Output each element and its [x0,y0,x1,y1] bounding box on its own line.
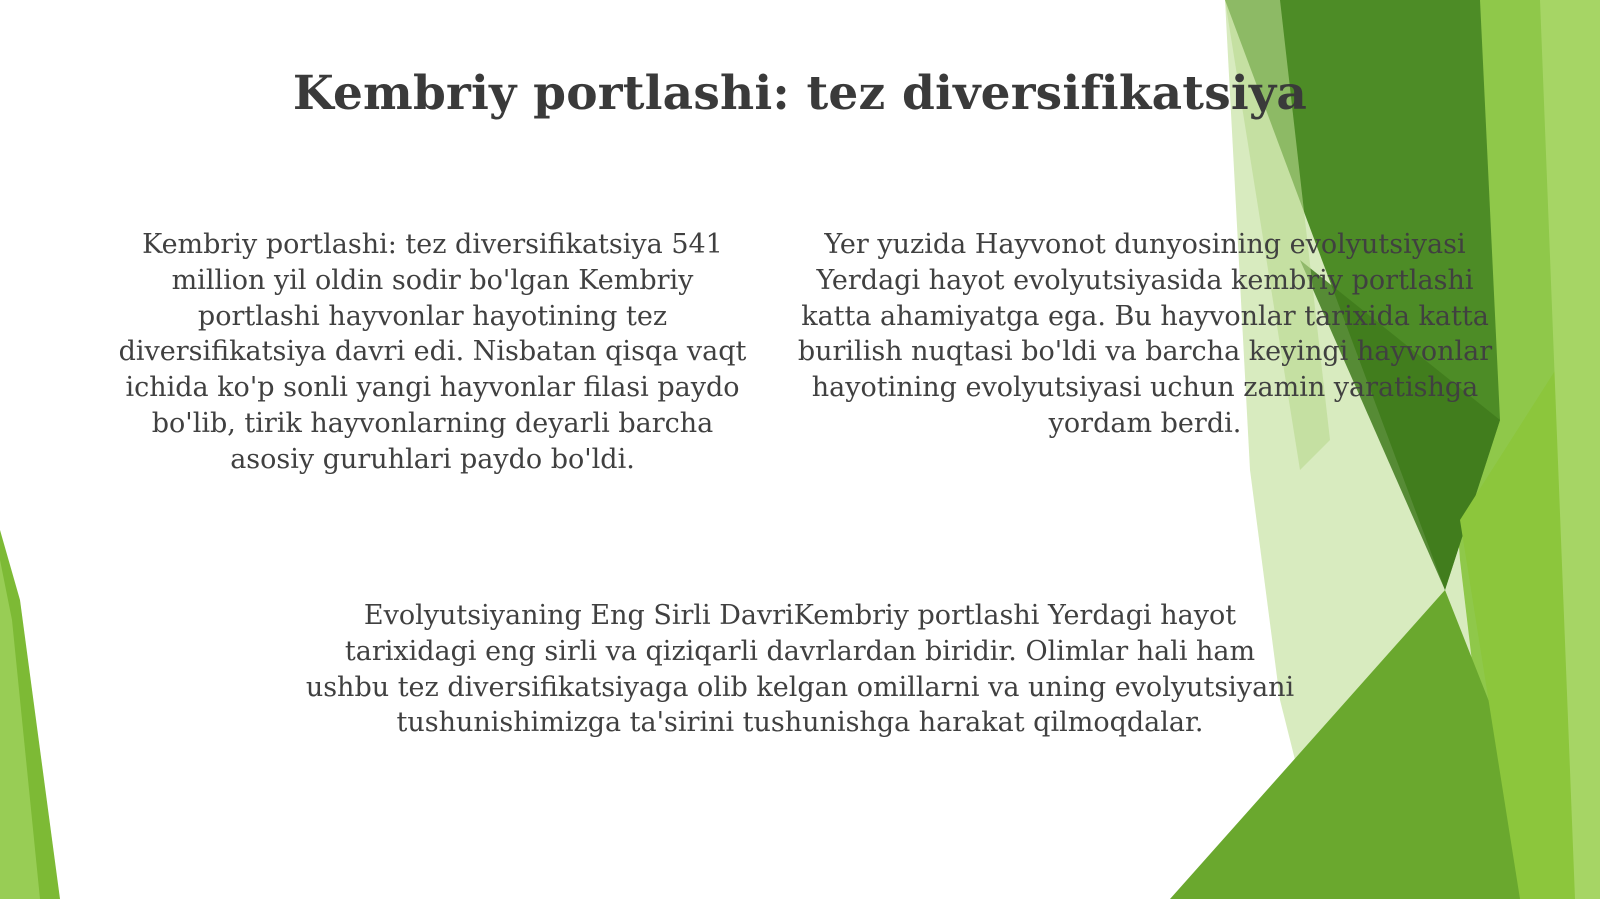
right-paragraph: Yer yuzida Hayvonot dunyosining evolyutsiyasi Yerdagi hayot evolyutsiyasida kembriy portlashi katta ahamiyatga ega. Bu hayvonlar tarixida katta burilish nuqtasi bo'ldi va barcha keyingi hayvonlar hayotining evolyutsiyasi uchun zamin yaratishga yordam berdi. [797,229,1493,439]
bottom-paragraph: Evolyutsiyaning Eng Sirli DavriKembriy portlashi Yerdagi hayot tarixidagi eng sirli va qiziqarli davrlardan biridir. Olimlar hali ham ushbu tez diversifikatsiyaga olib kelgan omillarni va uning evolyutsiyani tushunishimizga ta'sirini tushunishga harakat qilmoqdalar. [305,600,1295,739]
left-paragraph: Kembriy portlashi: tez diversifikatsiya 541 million yil oldin sodir bo'lgan Kembriy portlashi hayvonlar hayotining tez diversifikatsiya davri edi. Nisbatan qisqa vaqt ichida ko'p sonli yangi hayvonlar filasi paydo bo'lib, tirik hayvonlarning deyarli barcha asosiy guruhlari paydo bo'ldi. [118,229,747,475]
slide-title: Kembriy portlashi: tez diversifikatsiya [292,66,1308,121]
